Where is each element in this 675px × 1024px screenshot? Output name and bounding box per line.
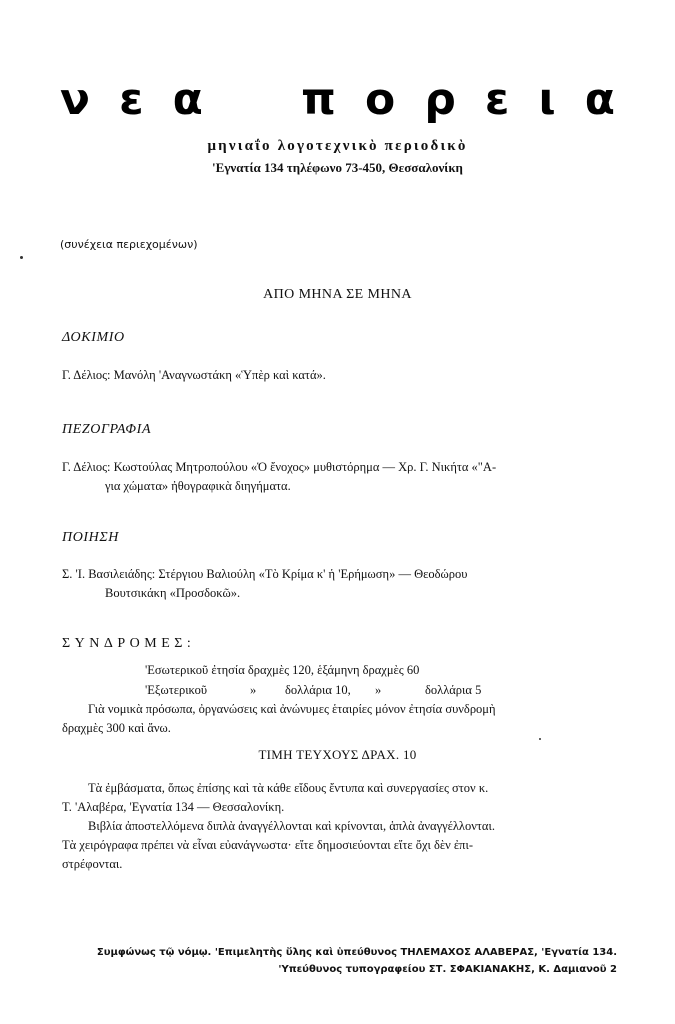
subscription-legal-text: Γιὰ νομικὰ πρόσωπα, ὀργανώσεις καὶ ἀνώνυμες ἑταιρίες μόνον ἐτησία συνδρομὴ — [88, 702, 496, 716]
subscription-domestic — [145, 663, 419, 678]
issue-price: ΤΙΜΗ ΤΕΥΧΟΥΣ ΔΡΑΧ. 10 — [258, 747, 417, 762]
masthead-letter: ο — [365, 74, 396, 125]
masthead-letter: ρ — [424, 74, 456, 125]
imprint-line: 'Υπεύθυνος τυπογραφείου ΣΤ. ΣΦΑΚΙΑΝΑΚΗΣ, Κ. Δαμιανοῦ 2 — [278, 964, 617, 975]
masthead-letter: ν — [60, 74, 90, 125]
subscription-foreign-label: 'Εξωτερικοῦ — [145, 683, 208, 697]
notice-text: Τὰ ἐμβάσματα, ὅπως ἐπίσης καὶ τὰ κάθε εἴδους ἔντυπα καὶ συνεργασίες στον κ. — [88, 781, 489, 795]
ditto-mark: » — [375, 683, 382, 697]
contents-entry: Σ. 'Ι. Βασιλειάδης: Στέργιου Βαλιούλη «Τὸ Κρίμα κ' ἡ 'Ερήμωση» — Θεοδώρου — [62, 567, 468, 581]
paper-speck — [539, 738, 541, 740]
contents-entry: Γ. Δέλιος: Μανόλη 'Αναγνωστάκη «Ὑπὲρ καὶ κατά». — [62, 368, 326, 382]
category-heading-poetry: ΠΟΙΗΣΗ — [62, 530, 120, 545]
notice-text: Βιβλία ἀποστελλόμενα διπλὰ ἀναγγέλλονται καὶ κρίνονται, ἁπλὰ ἀναγγέλλονται. — [88, 819, 495, 833]
subscription-foreign-half: δολλάρια 5 — [425, 683, 482, 697]
paper-speck — [20, 256, 23, 259]
section-title: ΑΠΟ ΜΗΝΑ ΣΕ ΜΗΝΑ — [263, 287, 412, 302]
subscription-domestic-label: 'Εσωτερικοῦ — [145, 663, 209, 677]
masthead-letter: α — [172, 74, 203, 125]
magazine-subtitle: μηνιαΐο λογοτεχνικὸ περιοδικὸ — [207, 138, 468, 154]
subscription-legal-text: δραχμὲς 300 καὶ ἄνω. — [62, 721, 171, 735]
category-heading-essay: ΔΟΚΙΜΙΟ — [62, 330, 125, 345]
contents-entry-continuation: για χώματα» ἠθογραφικὰ διηγήματα. — [105, 479, 291, 493]
masthead-letter: π — [301, 74, 336, 125]
contents-entry-continuation: Βουτσικάκη «Προσδοκῶ». — [105, 586, 241, 600]
notice-text: στρέφονται. — [62, 857, 123, 871]
contents-entry: Γ. Δέλιος: Κωστούλας Μητροπούλου «Ὁ ἔνοχος» μυθιστόρημα — Χρ. Γ. Νικήτα «"Α- — [62, 460, 497, 474]
imprint-line: Συμφώνως τῷ νόμῳ. 'Επιμελητὴς ὕλης καὶ ὑπεύθυνος ΤΗΛΕΜΑΧΟΣ ΑΛΑΒΕΡΑΣ, 'Εγνατία 134. — [96, 947, 617, 958]
masthead-title — [60, 74, 615, 125]
masthead-letter: ε — [484, 74, 510, 125]
notice-text: Τ. 'Αλαβέρα, 'Εγνατία 134 — Θεσσαλονίκη. — [62, 800, 285, 814]
category-heading-prose: ΠΕΖΟΓΡΑΦΙΑ — [62, 422, 152, 437]
masthead-letter: ι — [538, 74, 556, 125]
masthead-letter: ε — [119, 74, 144, 125]
notice-text: Τὰ χειρόγραφα πρέπει νὰ εἶναι εὐανάγνωστα· εἴτε δημοσιεύονται εἴτε ὄχι δὲν ἐπι- — [62, 838, 474, 852]
subscriptions-title: ΣΥΝΔΡΟΜΕΣ: — [62, 636, 196, 651]
magazine-address: 'Εγνατία 134 τηλέφωνο 73-450, Θεσσαλονίκη — [212, 160, 463, 175]
masthead-letter: α — [584, 74, 615, 125]
contents-continuation-note: (συνέχεια περιεχομένων) — [60, 238, 198, 251]
subscription-domestic-text: ἐτησία δραχμὲς 120, ἑξάμηνη δραχμὲς 60 — [211, 663, 420, 677]
subscription-foreign-annual: δολλάρια 10, — [285, 683, 351, 697]
ditto-mark: » — [250, 683, 257, 697]
